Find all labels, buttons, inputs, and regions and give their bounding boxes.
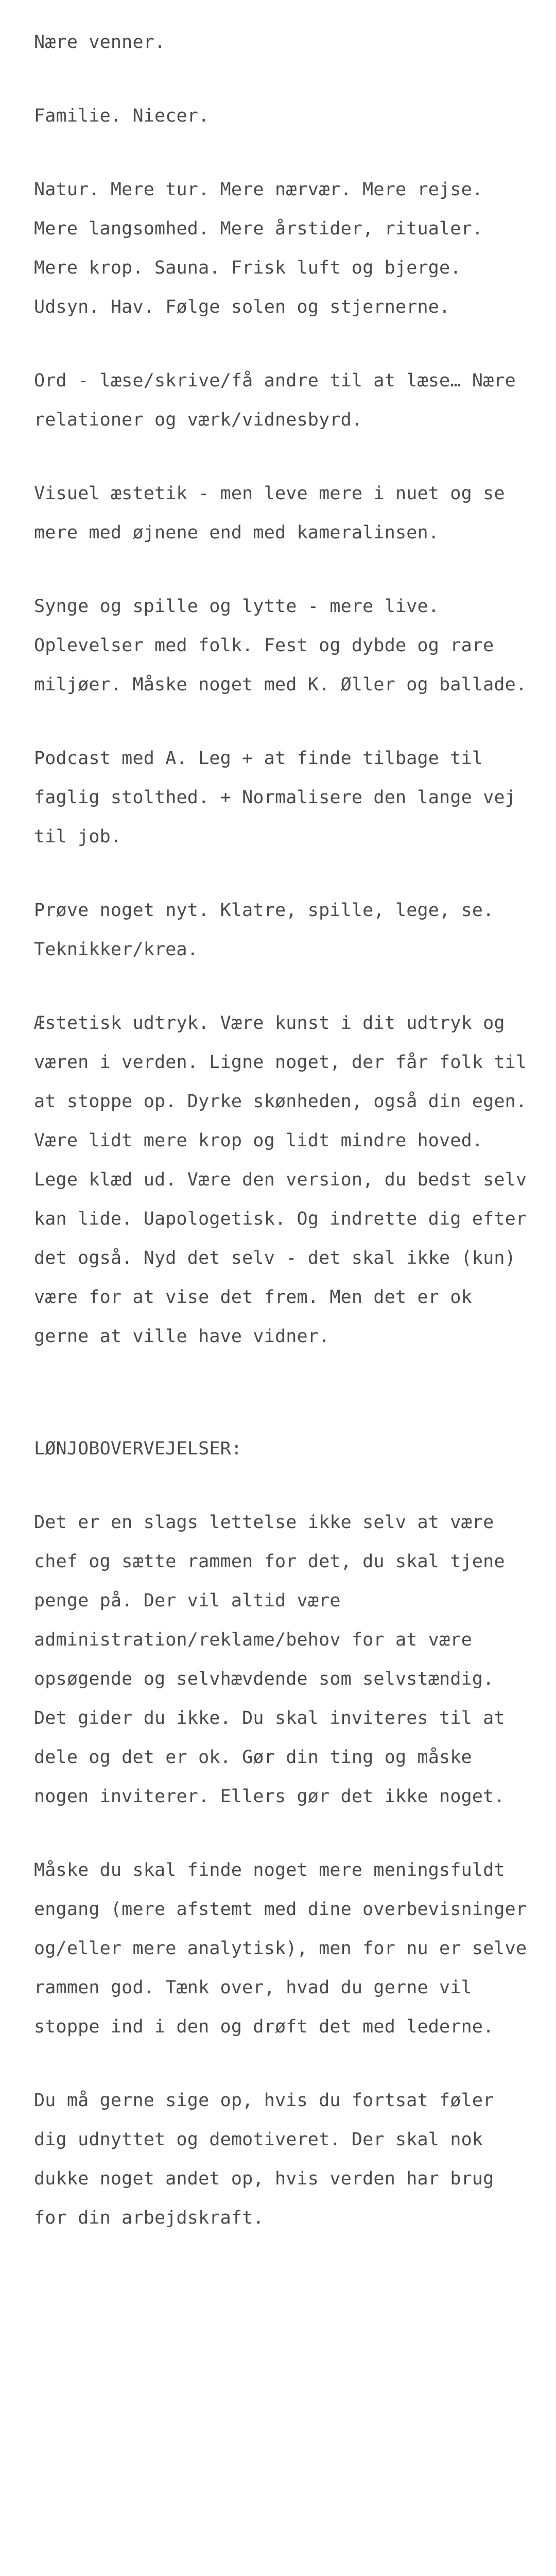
paragraph: Prøve noget nyt. Klatre, spille, lege, se. Teknikker/krea. <box>34 900 494 960</box>
paragraph: Måske du skal finde noget mere meningsfuldt engang (mere afstemt med dine overbevisninger og/eller mere analytisk), men for nu er selve rammen god. Tænk over, hvad du gerne vil stoppe ind i den og drøft det med lederne. <box>34 1860 527 2037</box>
paragraph: Podcast med A. Leg + at finde tilbage til faglig stolthed. + Normalisere den lange vej til job. <box>34 748 516 847</box>
paragraph: Familie. Niecer. <box>34 106 210 126</box>
paragraph: Synge og spille og lytte - mere live. Oplevelser med folk. Fest og dybde og rare miljøer. Måske noget med K. Øller og ballade. <box>34 596 527 695</box>
paragraph: Æstetisk udtryk. Være kunst i dit udtryk og væren i verden. Ligne noget, der får folk til at stoppe op. Dyrke skønheden, også din egen. Være lidt mere krop og lidt mindre hoved. Lege klæd ud. Være den version, du bedst selv kan lide. Uapologetisk. Og indrette dig efter det også. Nyd det selv - det skal ikke (kun) være for at vise det frem. Men det er ok gerne at ville have vidner. <box>34 1013 527 1347</box>
article-body <box>34 23 528 2272</box>
paragraph: Nære venner. <box>34 32 166 53</box>
paragraph: Visuel æstetik - men leve mere i nuet og se mere med øjnene end med kameralinsen. <box>34 483 505 543</box>
section-heading: LØNJOBOVERVEJELSER: <box>34 1438 242 1459</box>
paragraph: Det er en slags lettelse ikke selv at være chef og sætte rammen for det, du skal tjene penge på. Der vil altid være administration/reklame/behov for at være opsøgende og selvhævdende som selvstændig. Det gider du ikke. Du skal inviteres til at dele og det er ok. Gør din ting og måske nogen inviterer. Ellers gør det ikke noget. <box>34 1512 505 1807</box>
paragraph: Natur. Mere tur. Mere nærvær. Mere rejse. Mere langsomhed. Mere årstider, ritualer. Mere krop. Sauna. Frisk luft og bjerge. Udsyn. Hav. Følge solen og stjernerne. <box>34 179 483 317</box>
paragraph: Ord - læse/skrive/få andre til at læse… Nære relationer og værk/vidnesbyrd. <box>34 370 516 430</box>
paragraph: Du må gerne sige op, hvis du fortsat føler dig udnyttet og demotiveret. Der skal nok dukke noget andet op, hvis verden har brug for din arbejdskraft. <box>34 2090 494 2228</box>
